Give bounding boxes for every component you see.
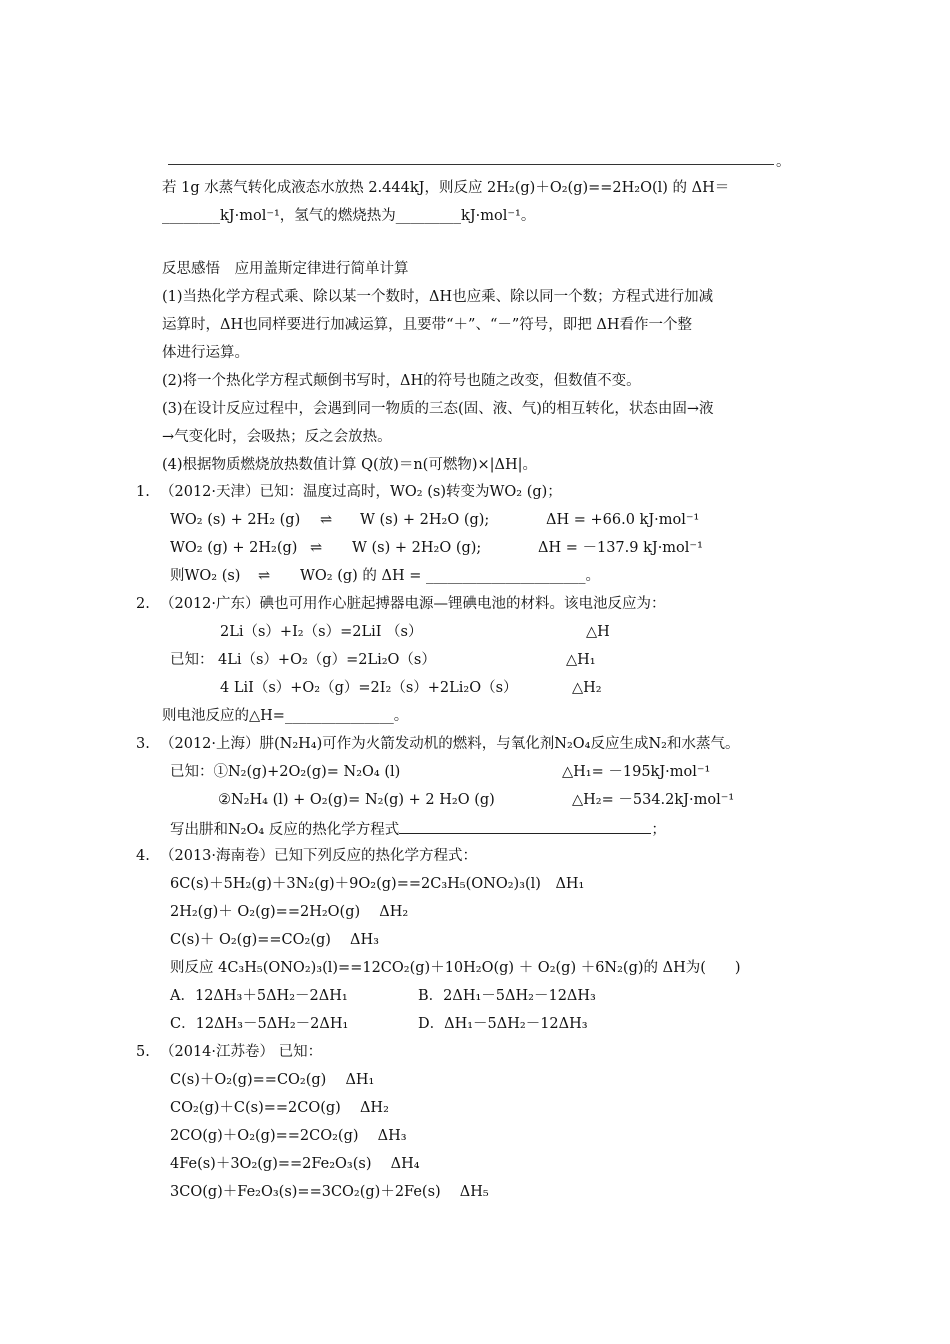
q3-answer-blank <box>399 818 651 834</box>
q2-reaction1-dh: △H <box>586 624 610 640</box>
top-line-end: 。 <box>776 154 791 170</box>
q4-option-c: C．12ΔH₃－5ΔH₂－2ΔH₁ <box>170 1016 349 1032</box>
q4-number: 4. <box>136 848 150 864</box>
q3-reaction2-dh: △H₂= －534.2kJ·mol⁻¹ <box>572 792 735 808</box>
q1-arrow3: ⇌ <box>258 568 271 584</box>
q4-option-a: A．12ΔH₃＋5ΔH₂－2ΔH₁ <box>170 988 348 1004</box>
q2-ask: 则电池反应的△H=_______________。 <box>162 708 409 724</box>
q1-ask-right: WO₂ (g) 的 ΔH = ______________________。 <box>300 568 601 584</box>
answer-blank-line <box>168 164 774 165</box>
para1-line2-a: ________kJ·mol⁻¹，氢气的燃烧热为 <box>162 208 396 224</box>
reflect-p1-line1: (1)当热化学方程式乘、除以某一个数时，ΔH也应乘、除以同一个数；方程式进行加减 <box>162 289 714 305</box>
q3-ask <box>170 818 666 840</box>
q2-known-label: 已知： <box>170 652 214 668</box>
q5-stem: （2014·江苏卷） 已知： <box>160 1044 323 1060</box>
reflect-p2: (2)将一个热化学方程式颠倒书写时，ΔH的符号也随之改变，但数值不变。 <box>162 373 641 389</box>
q3-number: 3. <box>136 736 150 752</box>
para1-line2 <box>162 206 535 226</box>
q2-number: 2. <box>136 596 150 612</box>
q3-reaction1: 已知：①N₂(g)+2O₂(g)= N₂O₄ (l) <box>170 764 401 780</box>
reflect-p1-line2: 运算时，ΔH也同样要进行加减运算，且要带“＋”、“－”符号，即把 ΔH看作一个整 <box>162 317 692 333</box>
q1-arrow1: ⇌ <box>320 512 333 528</box>
q3-ask-text: 写出肼和N₂O₄ 反应的热化学方程式 <box>170 822 400 838</box>
reflect-p3-line2: →气变化时，会吸热；反之会放热。 <box>162 429 392 445</box>
para1-line2-b: _________kJ·mol⁻¹。 <box>395 208 536 224</box>
q3-reaction1-dh: △H₁= －195kJ·mol⁻¹ <box>562 764 711 780</box>
q5-reaction5: 3CO(g)＋Fe₂O₃(s)==3CO₂(g)＋2Fe(s) ΔH₅ <box>170 1184 489 1200</box>
q5-reaction1: C(s)＋O₂(g)==CO₂(g) ΔH₁ <box>170 1072 375 1088</box>
q4-reaction1: 6C(s)＋5H₂(g)＋3N₂(g)＋9O₂(g)==2C₃H₅(ONO₂)₃(l) ΔH₁ <box>170 876 585 892</box>
q3-ask-tail: ； <box>651 822 666 838</box>
q2-reaction3: 4 LiI（s）+O₂（g）=2I₂（s）+2Li₂O（s） <box>220 680 518 696</box>
q4-ask: 则反应 4C₃H₅(ONO₂)₃(l)==12CO₂(g)＋10H₂O(g) ＋ O₂(g) ＋6N₂(g)的 ΔH为( ) <box>170 960 741 976</box>
q1-reaction2-left: WO₂ (g) + 2H₂(g) <box>170 540 298 556</box>
reflect-p4: (4)根据物质燃烧放热数值计算 Q(放)＝n(可燃物)×|ΔH|。 <box>162 457 538 473</box>
q4-reaction3: C(s)＋ O₂(g)==CO₂(g) ΔH₃ <box>170 932 379 948</box>
q4-option-b: B．2ΔH₁－5ΔH₂－12ΔH₃ <box>418 988 596 1004</box>
q5-reaction2: CO₂(g)＋C(s)==2CO(g) ΔH₂ <box>170 1100 389 1116</box>
q1-reaction2-dh: ΔH = －137.9 kJ·mol⁻¹ <box>538 540 703 556</box>
q3-stem: （2012·上海）肼(N₂H₄)可作为火箭发动机的燃料，与氧化剂N₂O₄反应生成N₂和水蒸气。 <box>160 736 740 752</box>
reflect-title: 反思感悟 应用盖斯定律进行简单计算 <box>162 261 409 277</box>
q5-number: 5. <box>136 1044 150 1060</box>
q1-reaction1-dh: ΔH = +66.0 kJ·mol⁻¹ <box>546 512 700 528</box>
q4-stem: （2013·海南卷）已知下列反应的热化学方程式： <box>160 848 478 864</box>
q4-reaction2: 2H₂(g)＋ O₂(g)==2H₂O(g) ΔH₂ <box>170 904 409 920</box>
para1-line1: 若 1g 水蒸气转化成液态水放热 2.444kJ，则反应 2H₂(g)＋O₂(g)==2H₂O(l) 的 ΔH＝ <box>162 180 730 196</box>
q1-stem: （2012·天津）已知：温度过高时，WO₂ (s)转变为WO₂ (g)； <box>160 484 562 500</box>
q1-reaction1-left: WO₂ (s) + 2H₂ (g) <box>170 512 301 528</box>
q2-reaction1: 2Li（s）+I₂（s）=2LiI （s） <box>220 624 423 640</box>
q5-reaction3: 2CO(g)＋O₂(g)==2CO₂(g) ΔH₃ <box>170 1128 407 1144</box>
q5-reaction4: 4Fe(s)＋3O₂(g)==2Fe₂O₃(s) ΔH₄ <box>170 1156 420 1172</box>
q1-number: 1. <box>136 484 150 500</box>
q2-reaction2: 4Li（s）+O₂（g）=2Li₂O（s） <box>218 652 436 668</box>
reflect-p3-line1: (3)在设计反应过程中，会遇到同一物质的三态(固、液、气)的相互转化，状态由固→液 <box>162 401 714 417</box>
q2-reaction2-dh: △H₁ <box>566 652 596 668</box>
q1-ask-left: 则WO₂ (s) <box>170 568 241 584</box>
q1-reaction1-right: W (s) + 2H₂O (g); <box>360 512 490 528</box>
q3-reaction2: ②N₂H₄ (l) + O₂(g)= N₂(g) + 2 H₂O (g) <box>218 792 495 808</box>
q2-reaction3-dh: △H₂ <box>572 680 602 696</box>
q1-arrow2: ⇌ <box>310 540 323 556</box>
q4-option-d: D．ΔH₁－5ΔH₂－12ΔH₃ <box>418 1016 588 1032</box>
q1-reaction2-right: W (s) + 2H₂O (g); <box>352 540 482 556</box>
reflect-p1-line3: 体进行运算。 <box>162 345 249 361</box>
q2-stem: （2012·广东）碘也可用作心脏起搏器电源—锂碘电池的材料。该电池反应为： <box>160 596 666 612</box>
